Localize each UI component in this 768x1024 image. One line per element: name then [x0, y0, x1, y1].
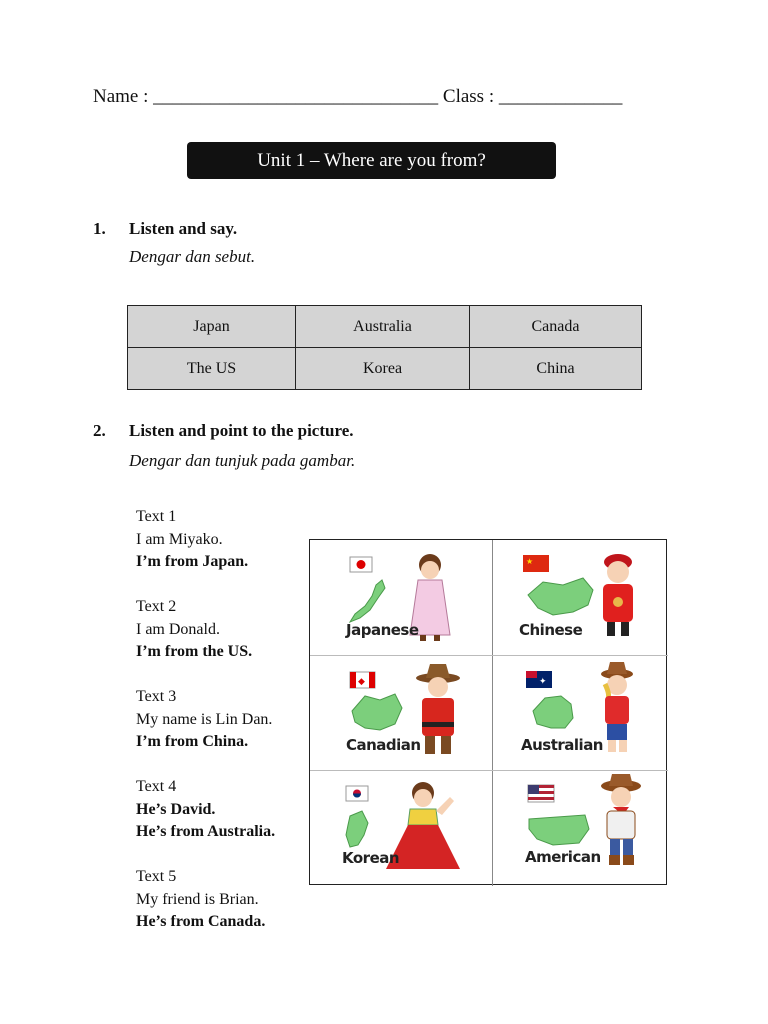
svg-text:✦: ✦ — [539, 676, 547, 686]
q1-number: 1. — [93, 219, 106, 238]
flag-korea-icon — [346, 786, 368, 801]
text-title: Text 5 — [136, 868, 177, 885]
svg-text:★: ★ — [526, 557, 534, 566]
nationality-label: Canadian — [346, 736, 421, 754]
text-line: I’m from China. — [136, 733, 249, 750]
text-line: He’s from Canada. — [136, 913, 266, 930]
q2-instruction-malay: Dengar dan tunjuk pada gambar. — [129, 451, 356, 470]
svg-text:◆: ◆ — [358, 676, 365, 686]
table-cell: Australia — [296, 306, 470, 348]
text-line: I am Donald. — [136, 620, 220, 638]
nationality-label: Korean — [342, 849, 400, 867]
text-block — [136, 776, 275, 844]
text-line: I’m from the US. — [136, 643, 253, 660]
country-table — [127, 305, 642, 390]
text-title: Text 1 — [136, 508, 177, 525]
picture-american — [493, 771, 675, 886]
name-class-line: Name : ______________________________ Class : _____________ — [93, 86, 623, 107]
flag-canada-icon — [350, 672, 375, 688]
text-line: He’s from Australia. — [136, 823, 276, 840]
text-block — [136, 866, 275, 934]
table-cell: The US — [128, 348, 296, 390]
picture-korean — [310, 771, 492, 886]
table-cell: Japan — [128, 306, 296, 348]
text-line: My friend is Brian. — [136, 890, 259, 908]
flag-usa-icon — [528, 785, 554, 802]
q2-number: 2. — [93, 421, 106, 440]
flag-japan-icon — [350, 557, 372, 572]
table-cell: Korea — [296, 348, 470, 390]
q1-instruction-malay: Dengar dan sebut. — [129, 247, 256, 266]
text-title: Text 4 — [136, 778, 177, 795]
text-list — [136, 506, 275, 956]
q1-instruction: Listen and say. — [129, 219, 238, 238]
nationality-label: American — [525, 848, 601, 866]
q2-instruction: Listen and point to the picture. — [129, 421, 354, 440]
table-cell: China — [470, 348, 642, 390]
text-line: He’s David. — [136, 800, 216, 818]
picture-chinese — [493, 540, 675, 655]
text-title: Text 2 — [136, 598, 177, 615]
text-line: My name is Lin Dan. — [136, 710, 273, 728]
text-block — [136, 686, 275, 754]
text-block — [136, 506, 275, 574]
text-line: I am Miyako. — [136, 530, 223, 548]
text-title: Text 3 — [136, 688, 177, 705]
nationality-label: Japanese — [346, 621, 419, 639]
nationality-label: Australian — [521, 736, 603, 754]
flag-australia-icon — [526, 671, 552, 688]
picture-canadian — [310, 656, 492, 771]
nationality-label: Chinese — [519, 621, 583, 639]
nationality-picture-grid — [309, 539, 667, 885]
picture-australian — [493, 656, 675, 771]
flag-china-icon — [523, 555, 549, 572]
unit-title: Unit 1 – Where are you from? — [187, 142, 556, 179]
text-block — [136, 596, 275, 664]
table-cell: Canada — [470, 306, 642, 348]
text-line: I’m from Japan. — [136, 553, 249, 570]
picture-japanese — [310, 540, 492, 655]
